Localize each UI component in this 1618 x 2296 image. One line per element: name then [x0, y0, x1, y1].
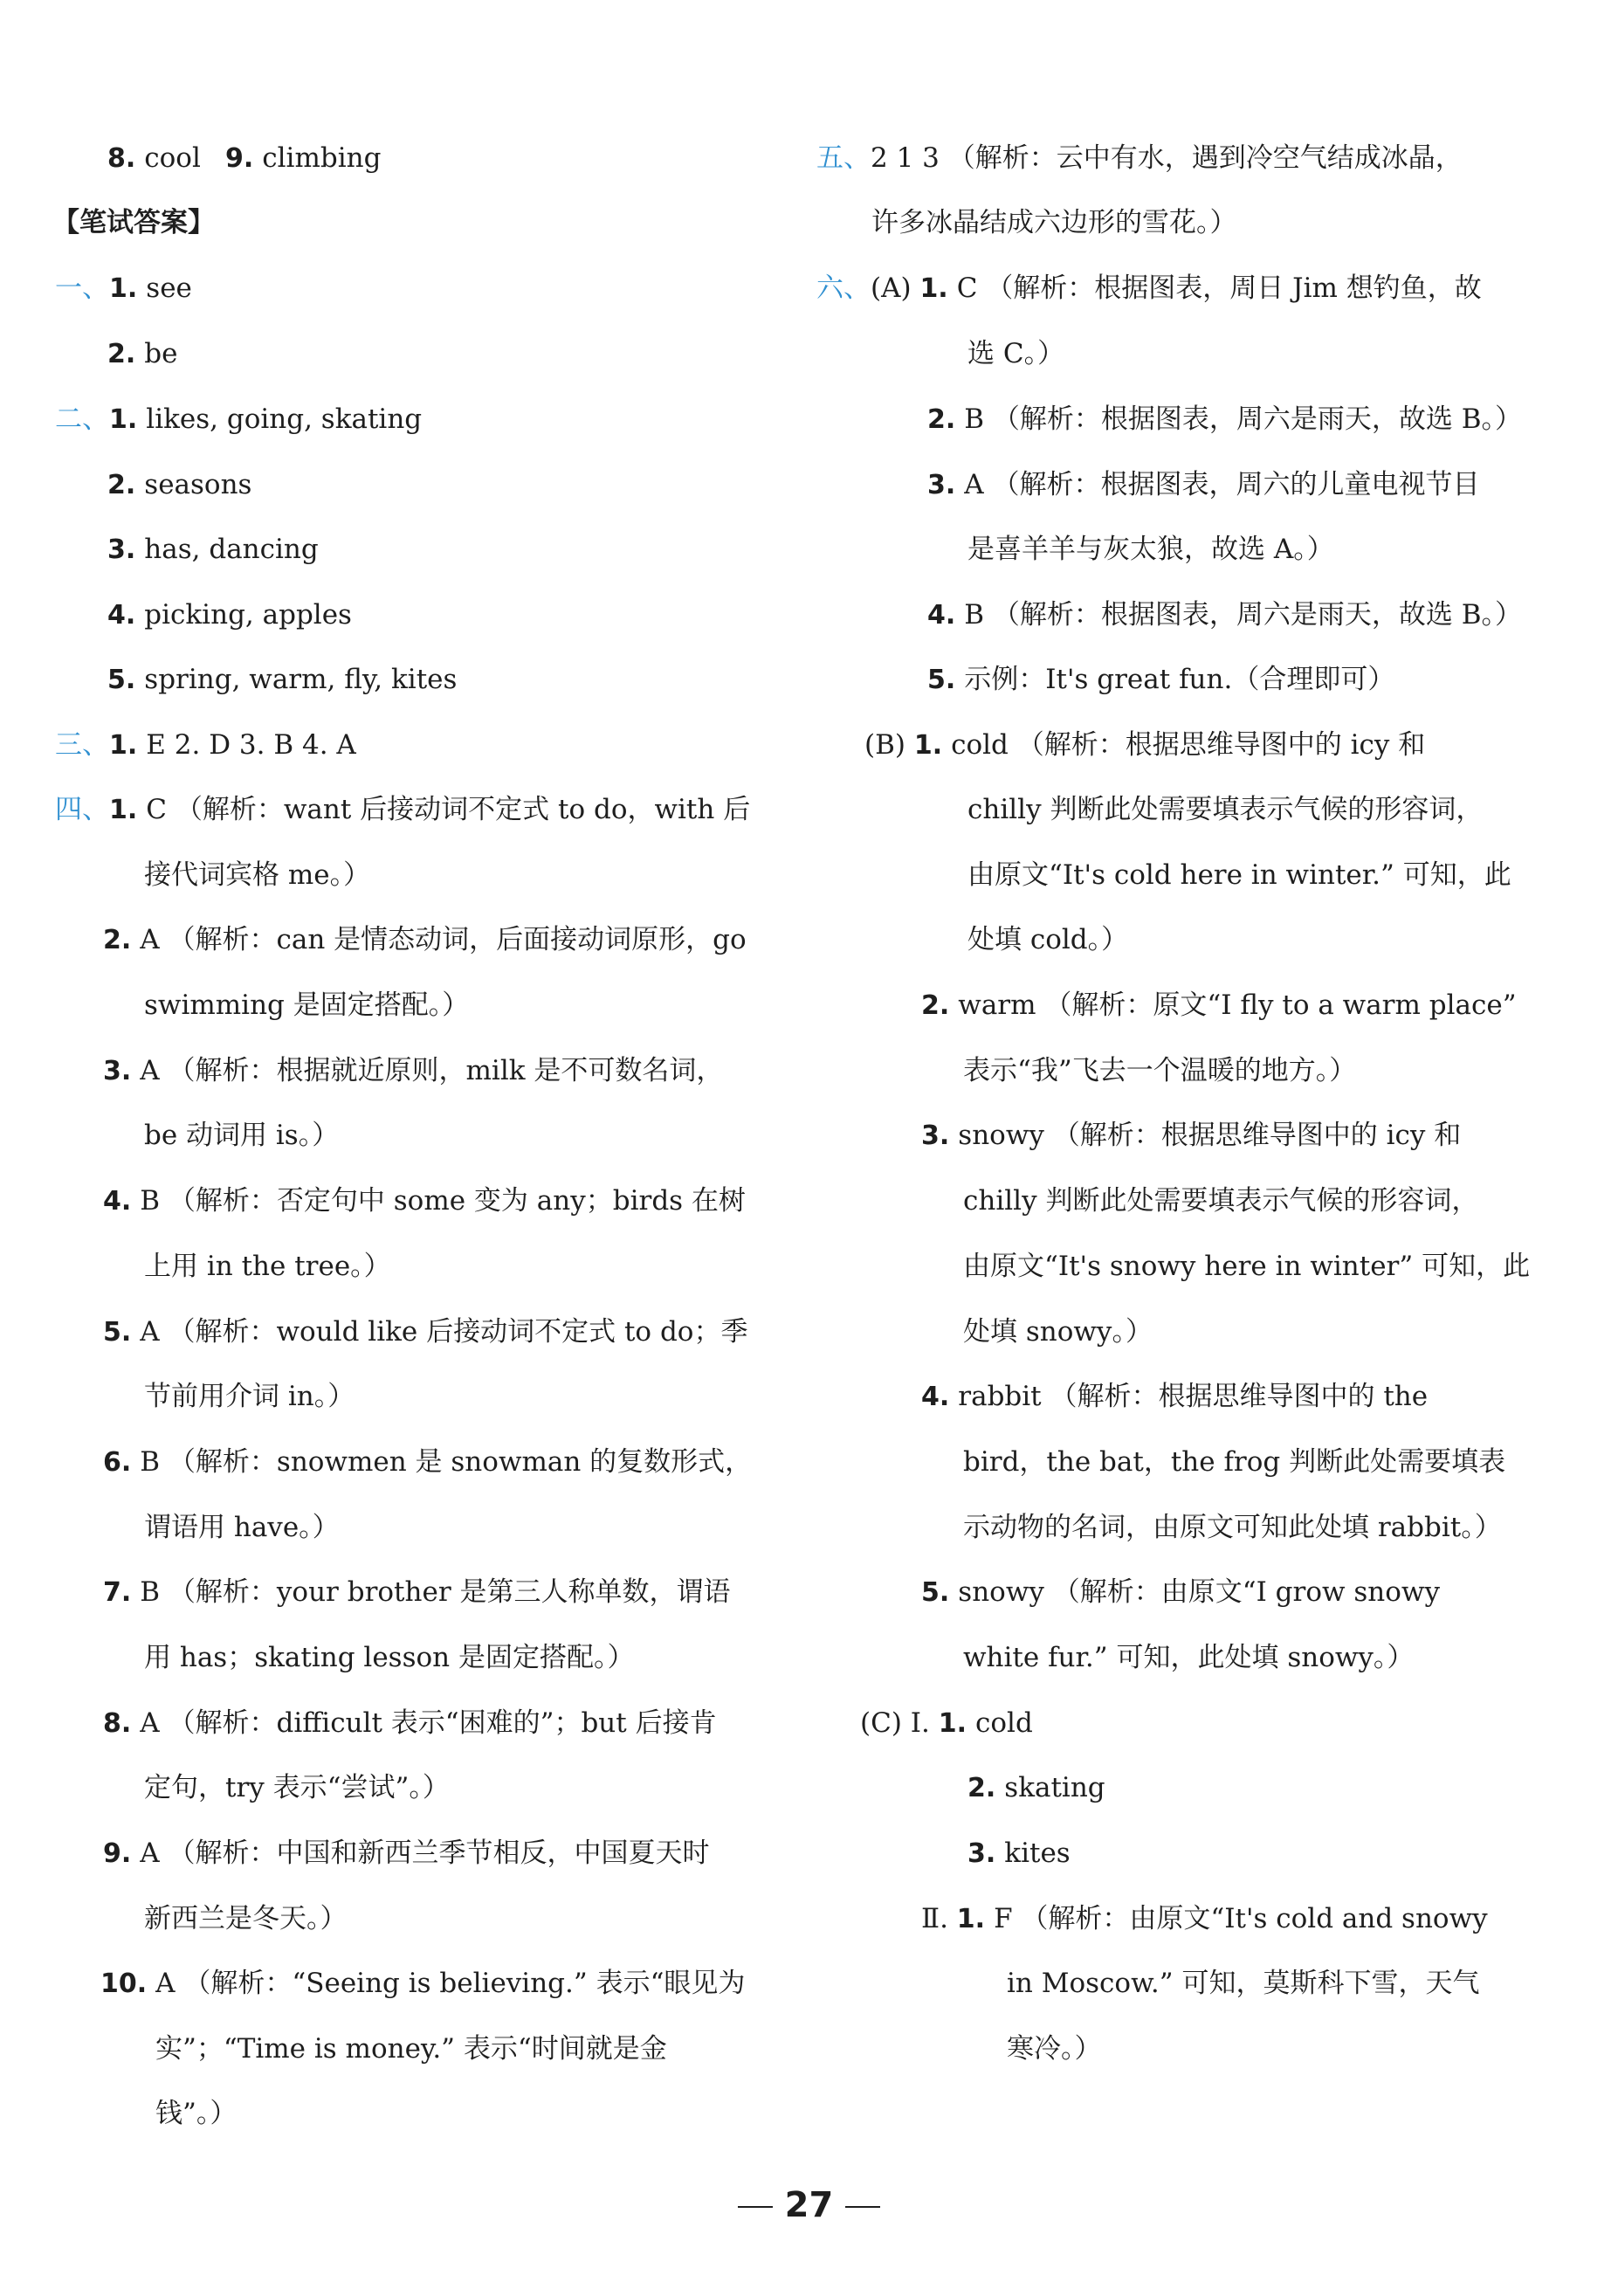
sub-part-label: Ⅱ.: [921, 1903, 957, 1934]
answer-text: A （解析：can 是情态动词，后面接动词原形，go: [140, 924, 747, 955]
answer-text: 定句，try 表示“尝试”。）: [144, 1772, 450, 1803]
answer-text: B （解析：否定句中 some 变为 any；birds 在树: [140, 1185, 746, 1217]
left-answer-line: [107, 467, 251, 503]
page-number-text: 27: [784, 2185, 834, 2225]
question-number: 4.: [103, 1186, 132, 1217]
left-answer-line: [55, 271, 192, 307]
answer-text: 由原文“It's cold here in winter.” 可知，此: [967, 859, 1511, 891]
question-number: 2.: [103, 925, 132, 955]
answer-text: in Moscow.” 可知，莫斯科下雪，天气: [1007, 1968, 1480, 1999]
left-answer-line: [144, 1640, 634, 1675]
answer-text: 表示“我”飞去一个温暖的地方。）: [963, 1055, 1357, 1086]
question-number: 6.: [103, 1447, 132, 1478]
question-number: 5.: [107, 665, 136, 695]
left-answer-line: [107, 336, 177, 372]
answer-text: seasons: [144, 469, 252, 500]
answer-text: 是喜羊羊与灰太狼，故选 A。）: [967, 534, 1334, 565]
answer-text: snowy （解析：由原文“I grow snowy: [958, 1576, 1440, 1608]
answer-text: 节前用介词 in。）: [144, 1381, 355, 1412]
right-answer-line: [864, 727, 1425, 763]
left-answer-line: [144, 1249, 391, 1284]
left-answer-line: [144, 1510, 340, 1545]
right-answer-line: [921, 988, 1517, 1024]
right-answer-line: [967, 922, 1128, 957]
left-answer-line: [107, 532, 319, 568]
right-answer-line: [1007, 2031, 1102, 2066]
right-answer-line: [927, 467, 1480, 503]
left-answer-line: [155, 2031, 667, 2066]
answer-text: white fur.” 可知，此处填 snowy。）: [963, 1642, 1415, 1673]
question-number: 2.: [967, 1773, 996, 1803]
question-number: 5.: [103, 1317, 132, 1348]
section-marker: 二、: [55, 403, 109, 435]
answer-text: has, dancing: [144, 534, 319, 565]
answer-text: snowy （解析：根据思维导图中的 icy 和: [958, 1120, 1462, 1151]
left-answer-line: [103, 1314, 747, 1350]
question-number: 2.: [927, 404, 956, 435]
answer-text: see: [146, 272, 192, 304]
sub-part-label: (B): [864, 729, 914, 761]
answer-text: 实”；“Time is money.” 表示“时间就是金: [155, 2033, 667, 2065]
question-number: 1.: [919, 273, 948, 304]
answer-text: cold: [975, 1707, 1033, 1739]
question-number: 3.: [107, 534, 136, 565]
answer-text: B （解析：根据图表，周六是雨天，故选 B。）: [964, 403, 1523, 435]
answer-text: skating: [1004, 1772, 1105, 1803]
question-number: 2.: [921, 990, 950, 1021]
section-marker: 一、: [55, 272, 109, 304]
section-marker: 三、: [55, 729, 109, 761]
question-number: 1.: [109, 730, 138, 761]
answer-text: 接代词宾格 me。）: [144, 859, 371, 891]
question-number: 4.: [927, 600, 956, 631]
right-answer-line: [921, 1379, 1428, 1415]
answer-text: 处填 snowy。）: [963, 1316, 1153, 1348]
right-answer-line: [816, 271, 1482, 307]
question-number: 8.: [103, 1708, 132, 1739]
right-answer-line: [963, 1314, 1153, 1349]
answer-text: 由原文“It's snowy here in winter” 可知，此: [963, 1251, 1531, 1282]
question-number: 1.: [109, 404, 138, 435]
left-answer-line: [155, 2096, 237, 2131]
answer-text: 新西兰是冬天。）: [144, 1903, 348, 1934]
section-marker: 四、: [55, 794, 109, 825]
answer-text: bird，the bat，the frog 判断此处需要填表: [963, 1446, 1506, 1478]
answer-text: climbing: [262, 142, 382, 174]
answer-text: warm （解析：原文“I fly to a warm place”: [958, 989, 1517, 1021]
right-answer-line: [963, 1510, 1502, 1545]
answer-text: C （解析：want 后接动词不定式 to do，with 后: [146, 794, 751, 825]
left-answer-line: [144, 858, 370, 893]
right-answer-line: [927, 597, 1522, 633]
answer-text: 2 1 3 （解析：云中有水，遇到冷空气结成冰晶，: [871, 142, 1463, 174]
right-answer-line: [963, 1183, 1478, 1218]
right-answer-line: [927, 402, 1522, 438]
answer-text: kites: [1004, 1837, 1071, 1869]
question-number: 7.: [103, 1577, 132, 1608]
question-number: 1.: [956, 1904, 986, 1934]
question-number: 5.: [927, 665, 956, 695]
answer-text: 许多冰晶结成六边形的雪花。）: [871, 207, 1237, 238]
answer-text: A （解析：中国和新西兰季节相反，中国夏天时: [140, 1837, 710, 1869]
left-answer-line: [55, 792, 750, 828]
question-number: 2.: [107, 339, 136, 369]
left-answer-line: [107, 597, 352, 633]
question-number: 9.: [225, 143, 254, 174]
left-answer-line: [225, 141, 381, 176]
sub-part-label: (C) Ⅰ.: [860, 1707, 939, 1739]
question-number: 4.: [921, 1382, 950, 1412]
answer-text: C （解析：根据图表，周日 Jim 想钓鱼，故: [956, 272, 1482, 304]
answer-text: 示动物的名词，由原文可知此处填 rabbit。）: [963, 1512, 1502, 1543]
answer-text: spring, warm, fly, kites: [144, 664, 458, 695]
right-answer-line: [967, 336, 1064, 371]
answer-text: 示例：It's great fun.（合理即可）: [964, 664, 1395, 695]
right-answer-line: [1007, 1966, 1480, 2001]
answer-text: likes, going, skating: [146, 403, 423, 435]
right-answer-line: [967, 858, 1511, 893]
right-answer-line: [921, 1575, 1440, 1610]
answer-text: 寒冷。）: [1007, 2033, 1102, 2065]
answer-text: 用 has；skating lesson 是固定搭配。）: [144, 1642, 635, 1673]
right-answer-line: [967, 1836, 1071, 1872]
answer-text: A （解析：根据图表，周六的儿童电视节目: [964, 469, 1480, 500]
answer-text: 钱”。）: [155, 2098, 238, 2129]
answer-text: 上用 in the tree。）: [144, 1251, 391, 1282]
right-answer-line: [816, 141, 1463, 176]
right-answer-line: [963, 1249, 1530, 1284]
answer-text: cool: [144, 142, 201, 174]
answer-text: A （解析：根据就近原则，milk 是不可数名词，: [140, 1055, 724, 1086]
answer-text: A （解析：difficult 表示“困难的”；but 后接肯: [140, 1707, 717, 1739]
section-heading: 【笔试答案】: [52, 207, 215, 238]
left-answer-line: [52, 205, 215, 240]
right-answer-line: [921, 1118, 1461, 1154]
question-number: 3.: [967, 1838, 996, 1869]
page-number-left-dash: [738, 2206, 773, 2208]
question-number: 1.: [938, 1708, 967, 1739]
question-number: 1.: [109, 273, 138, 304]
sub-part-label: (A): [871, 272, 920, 304]
section-marker: 五、: [816, 142, 871, 174]
left-answer-line: [103, 1836, 710, 1872]
left-answer-line: [103, 1444, 752, 1480]
section-marker: 六、: [816, 272, 871, 304]
right-answer-line: [967, 1770, 1105, 1806]
question-number: 3.: [927, 470, 956, 500]
answer-text: be: [144, 338, 178, 369]
answer-text: A （解析：“Seeing is believing.” 表示“眼见为: [155, 1968, 746, 1999]
answer-text: B （解析：your brother 是第三人称单数，谓语: [140, 1576, 731, 1608]
right-answer-line: [967, 532, 1334, 567]
question-number: 10.: [100, 1968, 148, 1999]
question-number: 4.: [107, 600, 136, 631]
left-answer-line: [107, 662, 457, 698]
answer-text: chilly 判断此处需要填表示气候的形容词，: [967, 794, 1484, 825]
question-number: 3.: [921, 1120, 950, 1151]
answer-text: E 2. D 3. B 4. A: [146, 729, 356, 761]
answer-text: chilly 判断此处需要填表示气候的形容词，: [963, 1185, 1479, 1217]
question-number: 1.: [109, 795, 138, 825]
question-number: 8.: [107, 143, 136, 174]
left-answer-line: [103, 1575, 731, 1610]
answer-text: swimming 是固定搭配。）: [144, 989, 470, 1021]
left-answer-line: [55, 727, 356, 763]
question-number: 9.: [103, 1838, 132, 1869]
left-answer-line: [103, 1053, 723, 1089]
answer-text: B （解析：根据图表，周六是雨天，故选 B。）: [964, 599, 1523, 631]
answer-text: be 动词用 is。）: [144, 1120, 340, 1151]
page-number-right-dash: [845, 2206, 880, 2208]
right-answer-line: [963, 1053, 1356, 1088]
right-answer-line: [963, 1444, 1505, 1479]
answer-text: picking, apples: [144, 599, 352, 631]
left-answer-line: [144, 1379, 355, 1414]
right-answer-line: [927, 662, 1394, 698]
left-answer-line: [144, 1901, 348, 1936]
left-answer-line: [144, 1118, 339, 1153]
right-answer-line: [921, 1901, 1488, 1937]
right-answer-line: [967, 792, 1483, 827]
left-answer-line: [103, 1183, 746, 1219]
right-answer-line: [860, 1706, 1033, 1741]
page-number: [0, 2185, 1618, 2225]
left-answer-line: [144, 1770, 450, 1805]
left-answer-line: [100, 1966, 745, 2002]
left-answer-line: [107, 141, 201, 176]
question-number: 1.: [913, 730, 943, 761]
answer-text: B （解析：snowmen 是 snowman 的复数形式，: [140, 1446, 753, 1478]
left-answer-line: [103, 1706, 717, 1741]
answer-text: F （解析：由原文“It's cold and snowy: [994, 1903, 1488, 1934]
answer-text: 处填 cold。）: [967, 924, 1129, 955]
question-number: 5.: [921, 1577, 950, 1608]
right-answer-line: [871, 205, 1237, 240]
right-answer-line: [963, 1640, 1414, 1675]
left-answer-line: [103, 922, 747, 958]
answer-text: rabbit （解析：根据思维导图中的 the: [958, 1381, 1429, 1412]
question-number: 2.: [107, 470, 136, 500]
left-answer-line: [55, 402, 422, 438]
answer-text: 谓语用 have。）: [144, 1512, 340, 1543]
left-answer-line: [144, 988, 469, 1023]
question-number: 3.: [103, 1056, 132, 1086]
answer-text: cold （解析：根据思维导图中的 icy 和: [951, 729, 1426, 761]
answer-text: 选 C。）: [967, 338, 1065, 369]
answer-text: A （解析：would like 后接动词不定式 to do；季: [140, 1316, 748, 1348]
